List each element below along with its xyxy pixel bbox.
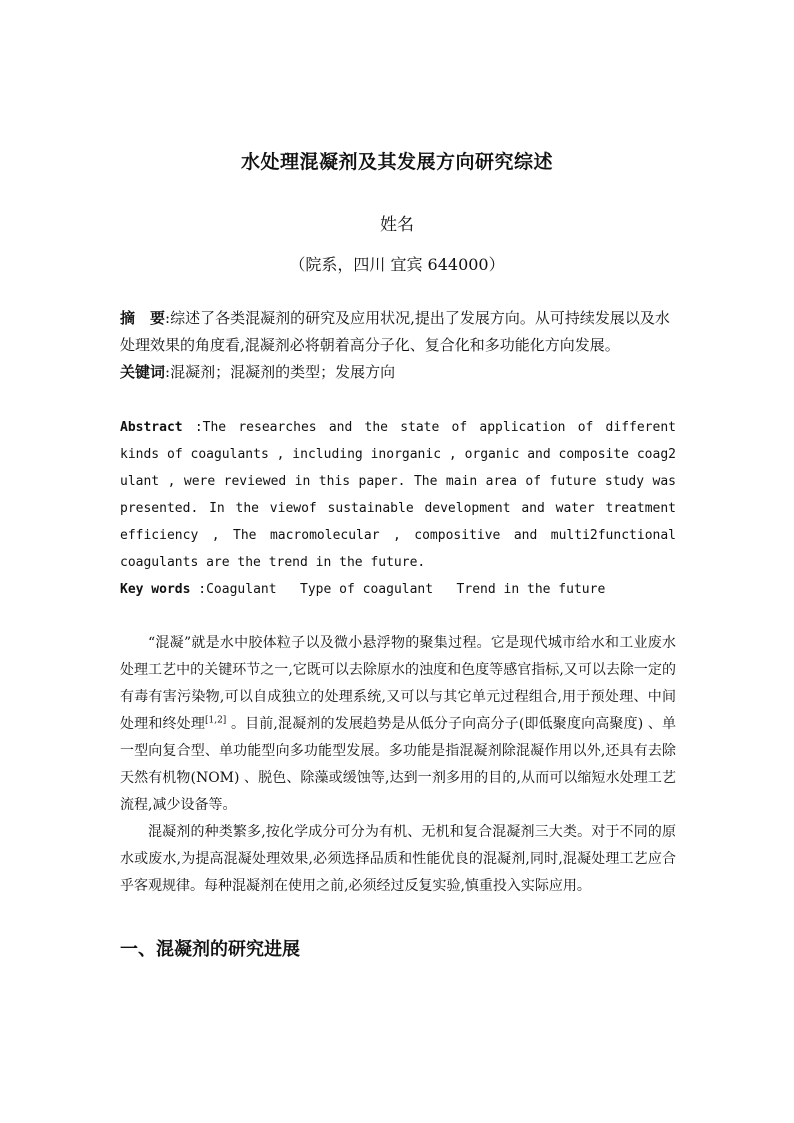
english-abstract-label: Abstract <box>120 420 183 435</box>
body-text <box>120 630 676 900</box>
chinese-abstract-label: 摘 要 <box>120 309 166 327</box>
citation-ref: [1,2] <box>204 715 227 726</box>
body-paragraph-2: 混凝剂的种类繁多,按化学成分可分为有机、无机和复合混凝剂三大类。对于不同的原水或废水,为提高混凝处理效果,必须选择品质和性能优良的混凝剂,同时,混凝处理工艺应合乎客观规律。每种混凝剂在使用之前,必须经过反复实验,慎重投入实际应用。 <box>120 824 676 894</box>
paragraph-1-text-a: “混凝”就是水中胶体粒子以及微小悬浮物的聚集过程。它是现代城市给水和工业废水处理工艺中的关键环节之一,它既可以去除原水的浊度和色度等感官指标,又可以去除一定的有毒有害污染物,可以自成独立的处理系统,又可以与其它单元过程组合,用于预处理、中间处理和终处理 <box>120 635 676 732</box>
chinese-keywords-label: 关键词 <box>120 363 166 381</box>
english-keywords-text: :Coagulant Type of coagulant Trend in the future <box>190 582 606 597</box>
english-keywords <box>120 576 680 603</box>
body-paragraph-1 <box>120 630 676 819</box>
english-abstract <box>120 414 676 576</box>
chinese-abstract-body <box>120 305 680 359</box>
english-abstract-text: :The researches and the state of application of different kinds of coagulants , including inorganic , organic and composite coag2 ulant , were reviewed in this paper. The main area of future study was presented. In the viewof sustainable development and water treatment efficiency , The macromolecular , compositive and multi2functional coagulants are the trend in the future. <box>120 420 676 570</box>
chinese-abstract-text: :综述了各类混凝剂的研究及应用状况,提出了发展方向。从可持续发展以及水处理效果的角度看,混凝剂必将朝着高分子化、复合化和多功能化方向发展。 <box>120 309 670 354</box>
author-name: 姓名 <box>380 215 414 235</box>
paragraph-1-text-b: 。目前,混凝剂的发展趋势是从低分子向高分子(即低聚度向高聚度) 、单一型向复合型、单功能型向多功能型发展。多功能是指混凝剂除混凝作用以外,还具有去除天然有机物(NOM) 、脱色、除藻或缓蚀等,达到一剂多用的目的,从而可以缩短水处理工艺流程,减少设备等。 <box>120 716 676 813</box>
chinese-abstract <box>120 305 680 386</box>
english-keywords-label: Key words <box>120 582 191 597</box>
author-affiliation: （院系，四川 宜宾 644000） <box>289 255 505 274</box>
chinese-keywords <box>120 359 680 386</box>
paper-title: 水处理混凝剂及其发展方向研究综述 <box>240 151 553 173</box>
chinese-keywords-text: :混凝剂；混凝剂的类型；发展方向 <box>165 363 396 381</box>
section-heading: 一、混凝剂的研究进展 <box>120 939 300 960</box>
